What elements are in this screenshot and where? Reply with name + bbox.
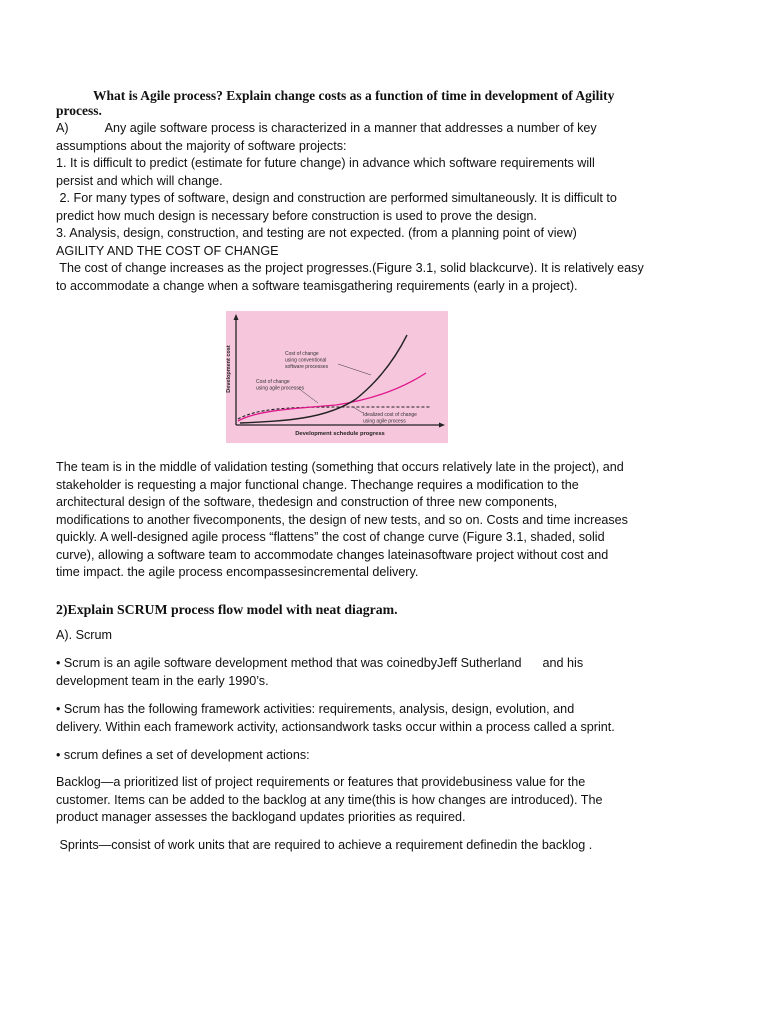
sprints-paragraph [56,837,656,855]
backlog-line-2: customer. Items can be added to the backlog at any time(this is how changes are introduced). The [56,792,603,807]
cost-of-change-figure [226,311,448,443]
y-axis-label: Development cost [226,345,232,393]
answer-intro-line-2: assumptions about the majority of software projects: [56,138,347,153]
point-1-line-1: 1. It is difficult to predict (estimate for future change) in advance which software requirements will [56,156,595,170]
question-1-title-line-2: process. [56,103,102,118]
answer-2-intro-text: A). Scrum [56,628,112,642]
question-2-title [56,602,656,618]
validation-paragraph [56,459,656,582]
backlog-paragraph [56,774,656,827]
question-1-title [56,88,656,119]
scrum-bullet-1-line-2: development team in the early 1990’s. [56,673,269,688]
validation-line-2: stakeholder is requesting a major functional change. Thechange requires a modification to the [56,477,579,492]
annotation-agile: Cost of change using agile processes [256,379,305,392]
scrum-bullet-3 [56,747,656,765]
scrum-bullet-1-line-1: • Scrum is an agile software development method that was coinedbyJeff Sutherland and his [56,656,584,670]
backlog-line-1: Backlog—a prioritized list of project requirements or features that providebusiness value for the [56,775,586,789]
point-3: 3. Analysis, design, construction, and testing are not expected. (from a planning point of view) [56,226,577,240]
cost-para-line-1: The cost of change increases as the project progresses.(Figure 3.1, solid blackcurve). It is relatively easy [56,261,644,275]
answer-label: A) [56,121,69,135]
point-2-line-1: 2. For many types of software, design and construction are performed simultaneously. It is difficult to [56,191,617,205]
question-2-title-text: 2)Explain SCRUM process flow model with neat diagram. [56,602,398,617]
answer-1-intro [56,120,656,295]
validation-line-3: architectural design of the software, thedesign and construction of three new components, [56,495,558,509]
annotation-idealized: Idealized cost of change using agile process [363,412,417,425]
answer-2-intro [56,627,656,645]
figure-background [226,311,448,443]
scrum-bullet-1 [56,655,656,690]
scrum-bullet-2 [56,701,656,736]
scrum-bullet-3-text: • scrum defines a set of development actions: [56,748,310,762]
validation-line-6: curve), allowing a software team to accommodate changes lateinasoftware project without cost and [56,547,609,562]
validation-line-5: quickly. A well-designed agile process “flattens” the cost of change curve (Figure 3.1, shaded, solid [56,530,605,544]
backlog-line-3: product manager assesses the backlogand updates priorities as required. [56,810,466,824]
x-axis-label: Development schedule progress [295,431,385,437]
figure-svg [226,311,448,443]
scrum-bullet-2-line-1: • Scrum has the following framework activities: requirements, analysis, design, evolution, and [56,702,575,716]
validation-line-7: time impact. the agile process encompassesincremental delivery. [56,565,419,579]
question-1-title-line-1: What is Agile process? Explain change costs as a function of time in development of Agility [93,88,615,103]
scrum-bullet-2-line-2: delivery. Within each framework activity, actionsandwork tasks occur within a process called a sprint. [56,719,615,734]
annotation-conventional: Cost of change using conventional software processes [285,351,329,370]
cost-para-line-2: to accommodate a change when a software teamisgathering requirements (early in a project). [56,278,578,293]
answer-intro-line-1: Any agile software process is characterized in a manner that addresses a number of key [104,121,597,135]
section-heading-agility: AGILITY AND THE COST OF CHANGE [56,243,279,258]
point-1-line-2: persist and which will change. [56,173,223,188]
sprints-text: Sprints—consist of work units that are required to achieve a requirement definedin the backlog . [56,838,593,852]
validation-line-1: The team is in the middle of validation testing (something that occurs relatively late in the project), and [56,460,624,474]
validation-line-4: modifications to another fivecomponents, the design of new tests, and so on. Costs and time increases [56,512,628,527]
point-2-line-2: predict how much design is necessary before construction is used to prove the design. [56,208,537,223]
